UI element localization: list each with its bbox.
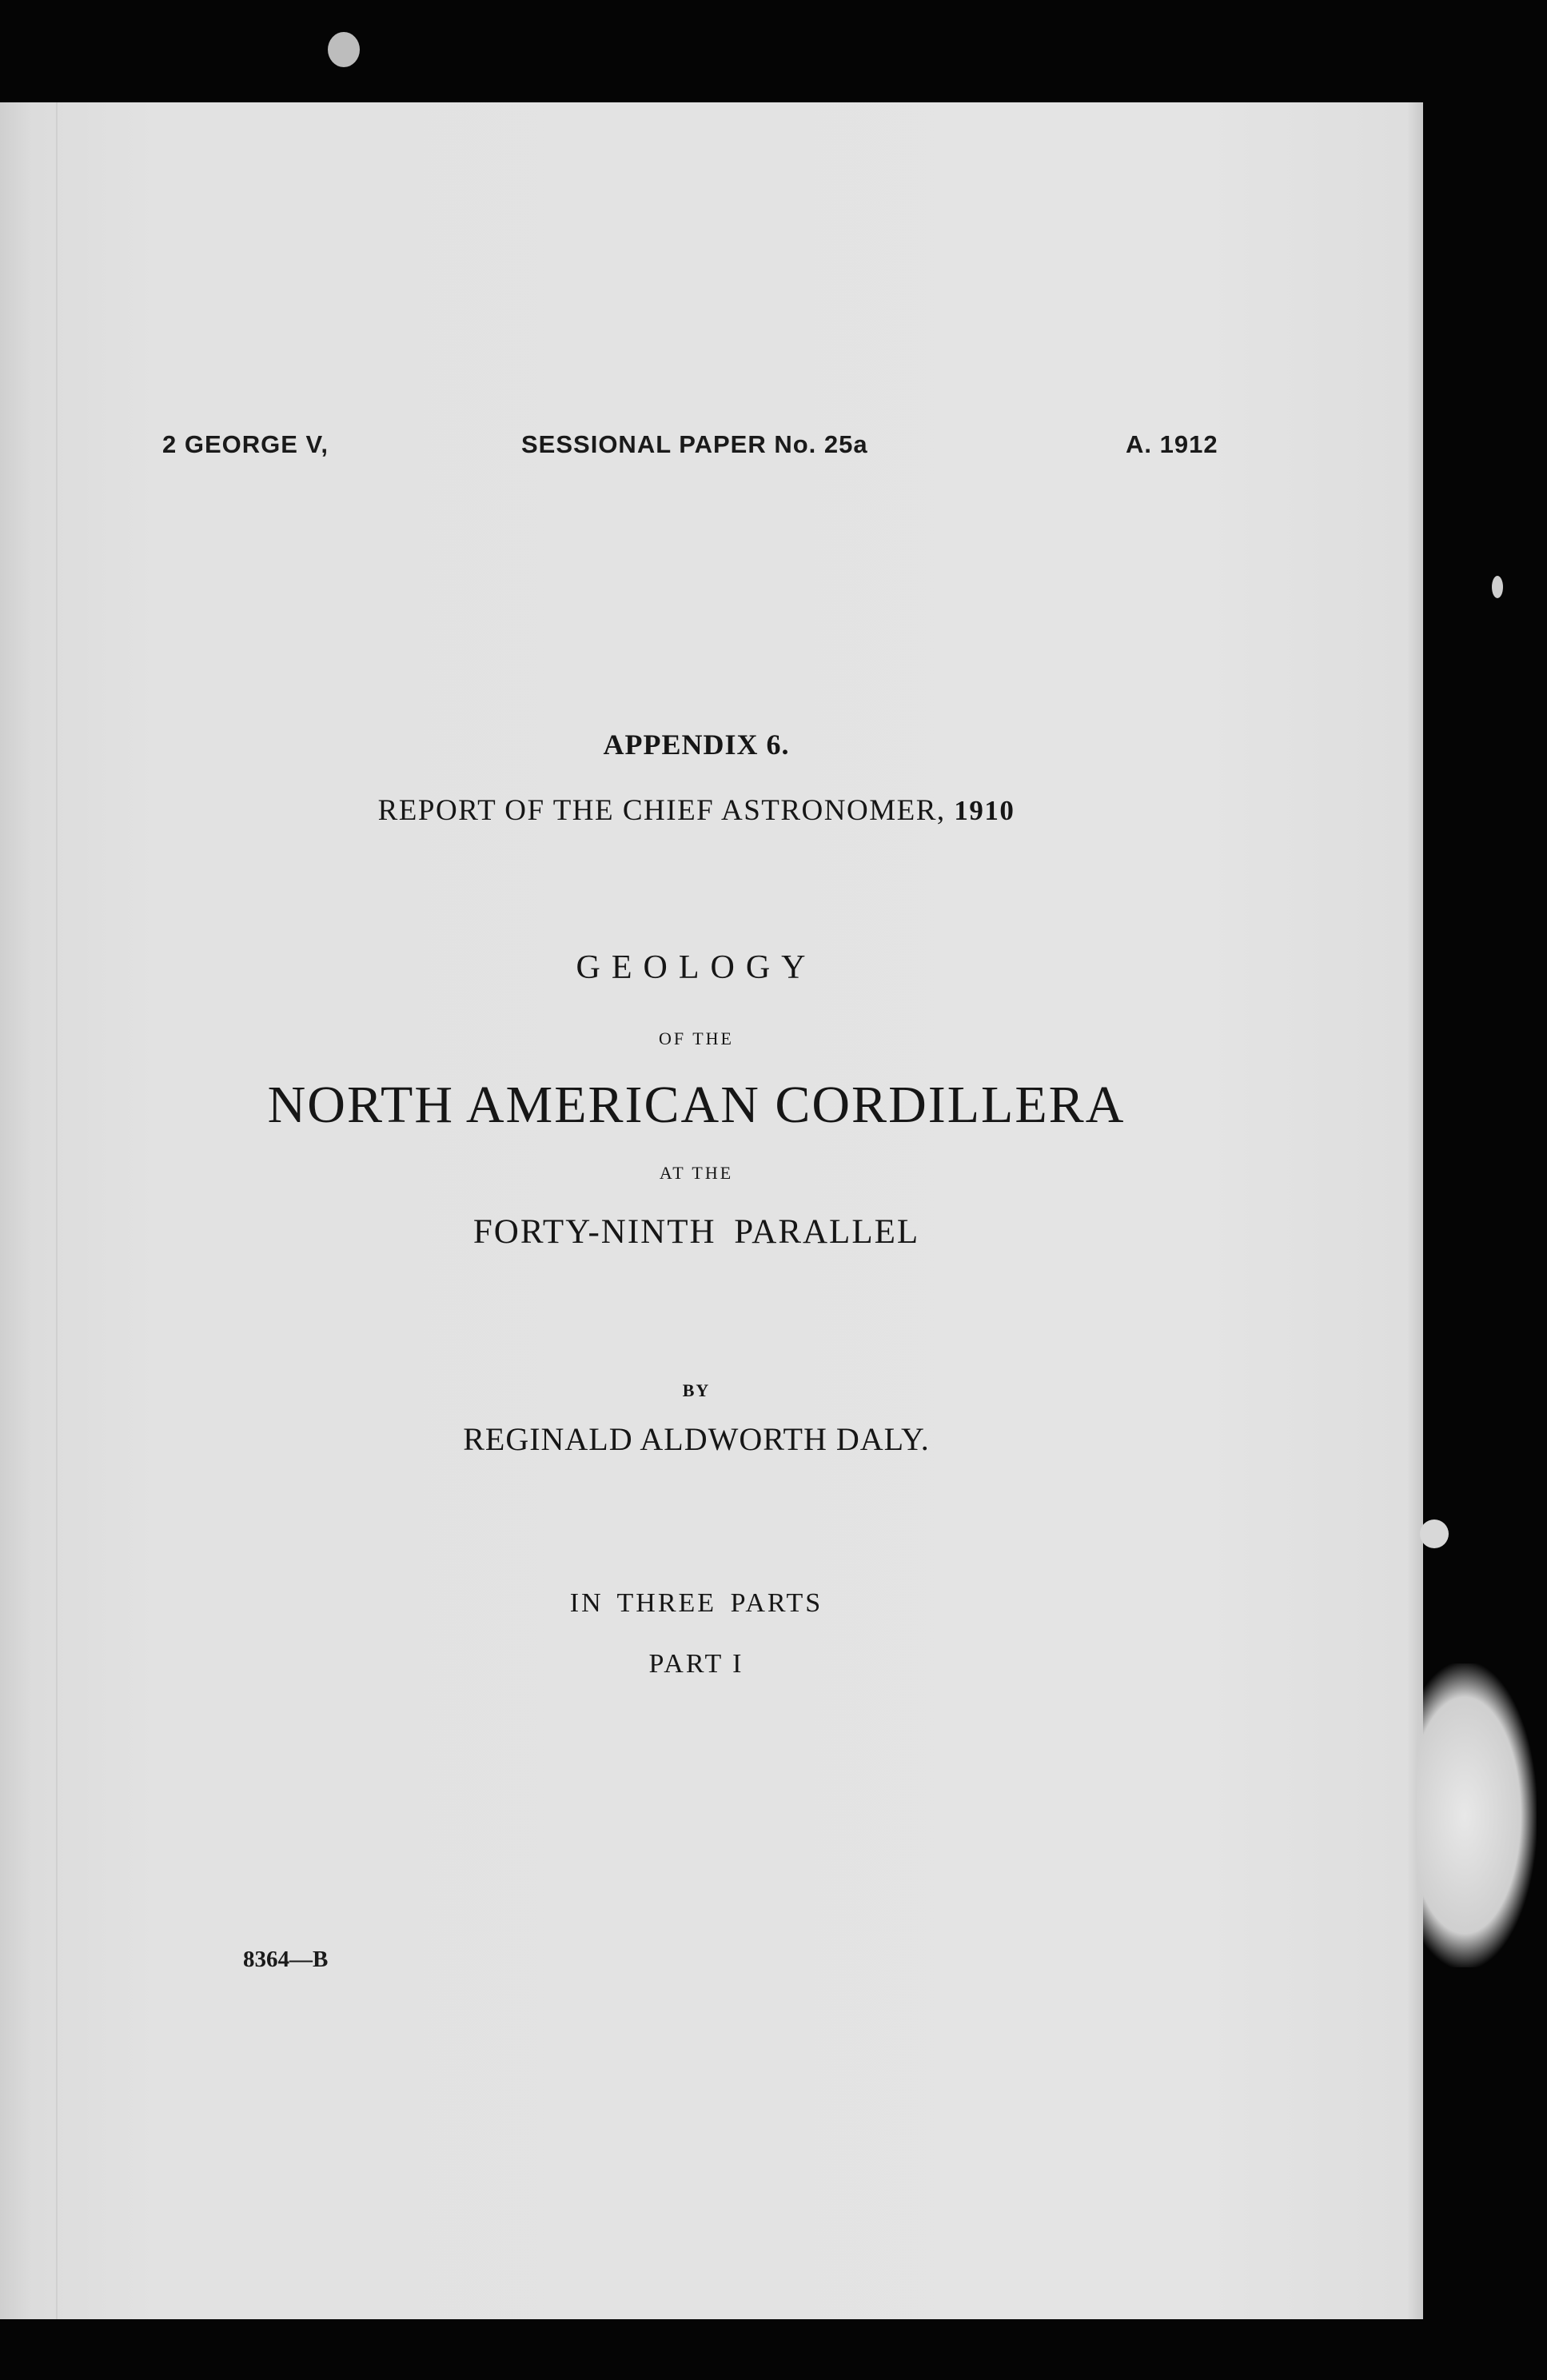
current-part: PART I: [648, 1649, 744, 1679]
title-of-the: OF THE: [659, 1028, 734, 1048]
dust-speck: [1420, 1519, 1449, 1548]
dust-speck: [1492, 576, 1503, 598]
parts-count: IN THREE PARTS: [569, 1588, 823, 1618]
report-text: REPORT OF THE CHIEF ASTRONOMER,: [377, 794, 946, 827]
title-geology: GEOLOGY: [576, 949, 817, 986]
appendix-heading: APPENDIX 6.: [603, 729, 790, 761]
paper-damage-blot: [1417, 1663, 1537, 1967]
header-regnal-year: 2 GEORGE V,: [162, 430, 329, 458]
print-code: 8364—B: [243, 1947, 329, 1972]
title-at-the: AT THE: [659, 1163, 734, 1183]
page-header: [0, 430, 1423, 462]
report-line: [0, 793, 1393, 828]
report-year: 1910: [954, 795, 1015, 826]
author-name: REGINALD ALDWORTH DALY.: [463, 1421, 930, 1457]
dust-speck: [328, 32, 360, 67]
title-page: [0, 102, 1423, 2319]
byline-by: BY: [682, 1380, 711, 1400]
title-main: NORTH AMERICAN CORDILLERA: [267, 1076, 1126, 1134]
title-parallel: FORTY-NINTH PARALLEL: [472, 1213, 920, 1251]
header-sessional-paper: SESSIONAL PAPER No. 25a: [521, 430, 868, 458]
header-year: A. 1912: [1126, 430, 1218, 458]
